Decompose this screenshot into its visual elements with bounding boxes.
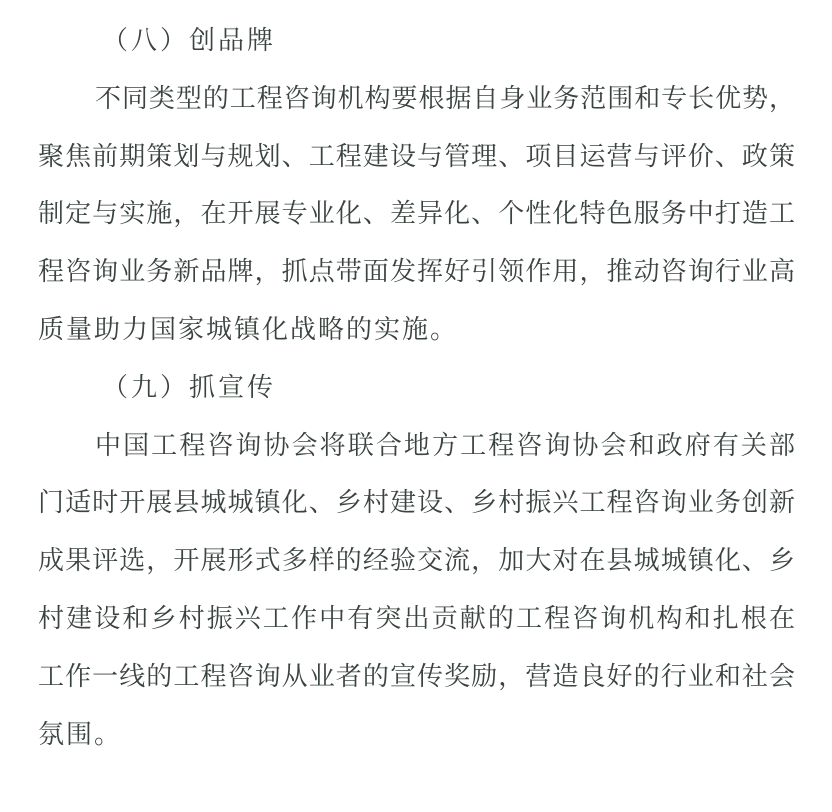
text-line: 质量助力国家城镇化战略的实施。 bbox=[38, 314, 459, 344]
text-line: 聚焦前期策划与规划、工程建设与管理、项目运营与评价、政策 bbox=[38, 141, 795, 171]
section-9-heading: （九）抓宣传 bbox=[102, 372, 277, 402]
text-line: 门适时开展县城城镇化、乡村建设、乡村振兴工程咨询业务创新 bbox=[38, 488, 795, 518]
document-body bbox=[38, 12, 795, 763]
text-line: 氛围。 bbox=[38, 719, 123, 749]
text-line: 村建设和乡村振兴工作中有突出贡献的工程咨询机构和扎根在 bbox=[38, 603, 795, 633]
text-line: 程咨询业务新品牌，抓点带面发挥好引领作用，推动咨询行业高 bbox=[38, 257, 795, 287]
text-line: 工作一线的工程咨询从业者的宣传奖励，营造良好的行业和社会 bbox=[38, 661, 795, 691]
text-line: 中国工程咨询协会将联合地方工程咨询协会和政府有关部 bbox=[95, 430, 795, 460]
text-line: 制定与实施，在开展专业化、差异化、个性化特色服务中打造工 bbox=[38, 199, 795, 229]
text-line: 成果评选，开展形式多样的经验交流，加大对在县城城镇化、乡 bbox=[38, 546, 795, 576]
text-line: 不同类型的工程咨询机构要根据自身业务范围和专长优势， bbox=[95, 83, 795, 113]
section-8-heading: （八）创品牌 bbox=[102, 26, 277, 55]
